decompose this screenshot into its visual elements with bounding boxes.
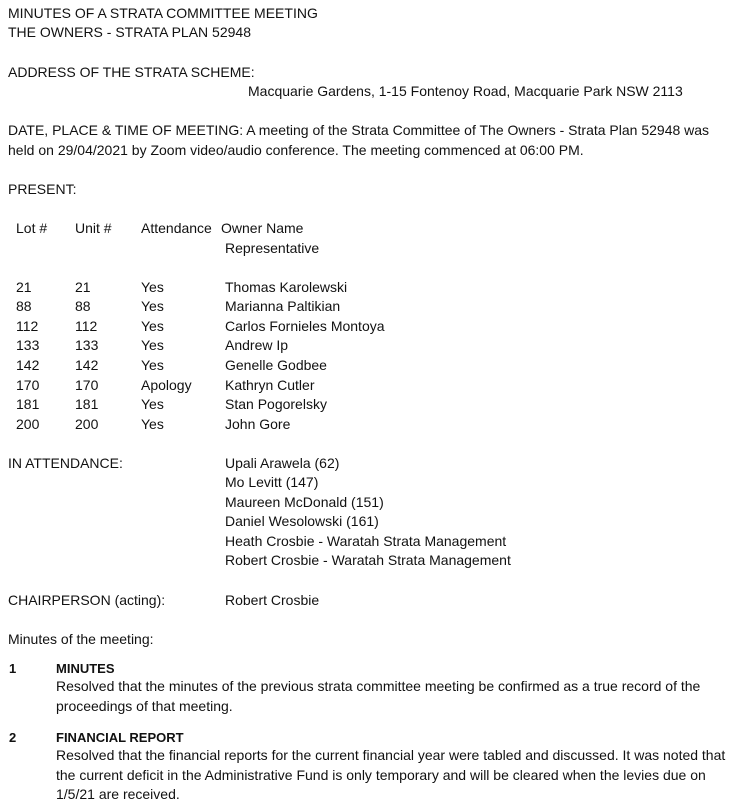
attendance-cell: Apology [141,377,192,393]
table-row [0,356,743,375]
address-label: ADDRESS OF THE STRATA SCHEME: [8,64,255,80]
unit-cell: 133 [75,337,99,353]
lot-cell: 133 [16,337,40,353]
item-text: Resolved that the minutes of the previous strata committee meeting be confirmed as a true record of the proceedings of that meeting. [56,678,701,714]
unit-cell: 21 [75,279,91,295]
owner-cell: Marianna Paltikian [225,298,341,314]
date-place-line-2: held on 29/04/2021 by Zoom video/audio conference. The meeting commenced at 06:00 PM. [8,142,584,158]
attendance-cell: Yes [141,416,164,432]
attendee-name: Heath Crosbie - Waratah Strata Management [225,533,507,549]
attendee-name: Mo Levitt (147) [225,474,319,490]
lot-cell: 181 [16,396,40,412]
header-attendance: Attendance [141,220,212,236]
table-row [0,317,743,336]
attendance-cell: Yes [141,298,164,314]
attendance-cell: Yes [141,396,164,412]
minutes-intro: Minutes of the meeting: [8,631,154,647]
header-lot: Lot # [16,220,48,236]
unit-cell: 181 [75,396,99,412]
chairperson-label: CHAIRPERSON (acting): [8,592,166,608]
owner-cell: Carlos Fornieles Montoya [225,318,385,334]
item-title: FINANCIAL REPORT [56,730,184,745]
unit-cell: 112 [75,318,98,334]
attendance-cell: Yes [141,279,164,295]
unit-cell: 170 [75,377,99,393]
unit-cell: 200 [75,416,99,432]
header-representative: Representative [225,240,320,256]
attendee-name: Daniel Wesolowski (161) [225,513,379,529]
lot-cell: 112 [16,318,39,334]
lot-cell: 21 [16,279,32,295]
lot-cell: 170 [16,377,40,393]
owner-cell: Genelle Godbee [225,357,327,373]
present-table-header-2 [0,239,743,258]
item-text: Resolved that the financial reports for the current financial year were tabled and discussed. It was noted that the current deficit in the Administrative Fund is only temporary and will be cleared when the levies due on 1/5/21 are received. [56,747,726,802]
table-row [0,395,743,414]
attendee-name: Maureen McDonald (151) [225,494,384,510]
table-row [0,376,743,395]
attendance-cell: Yes [141,318,164,334]
unit-cell: 142 [75,357,99,373]
table-row [0,336,743,355]
date-place-line-1: DATE, PLACE & TIME OF MEETING: A meeting of the Strata Committee of The Owners - Strata Plan 52948 was [8,122,710,138]
header-owner-name: Owner Name [221,220,304,236]
attendee-name: Upali Arawela (62) [225,455,340,471]
owner-cell: Thomas Karolewski [225,279,348,295]
attendance-cell: Yes [141,357,164,373]
header-unit: Unit # [75,220,112,236]
owner-cell: Kathryn Cutler [225,377,315,393]
document-title: MINUTES OF A STRATA COMMITTEE MEETING [8,5,318,21]
table-row [0,278,743,297]
document-subtitle: THE OWNERS - STRATA PLAN 52948 [8,24,251,40]
present-label: PRESENT: [8,181,77,197]
attendee-name: Robert Crosbie - Waratah Strata Management [225,552,511,568]
item-title: MINUTES [56,661,115,676]
owner-cell: Andrew Ip [225,337,289,353]
item-number: 2 [9,730,17,745]
lot-cell: 142 [16,357,40,373]
unit-cell: 88 [75,298,91,314]
present-table-header [0,219,743,238]
table-row [0,297,743,316]
address-value: Macquarie Gardens, 1-15 Fontenoy Road, Macquarie Park NSW 2113 [248,83,683,99]
owner-cell: Stan Pogorelsky [225,396,327,412]
attendance-cell: Yes [141,337,164,353]
lot-cell: 88 [16,298,32,314]
chairperson-value: Robert Crosbie [225,592,320,608]
in-attendance-label: IN ATTENDANCE: [8,455,123,471]
lot-cell: 200 [16,416,40,432]
item-number: 1 [9,661,17,676]
table-row [0,415,743,434]
owner-cell: John Gore [225,416,291,432]
